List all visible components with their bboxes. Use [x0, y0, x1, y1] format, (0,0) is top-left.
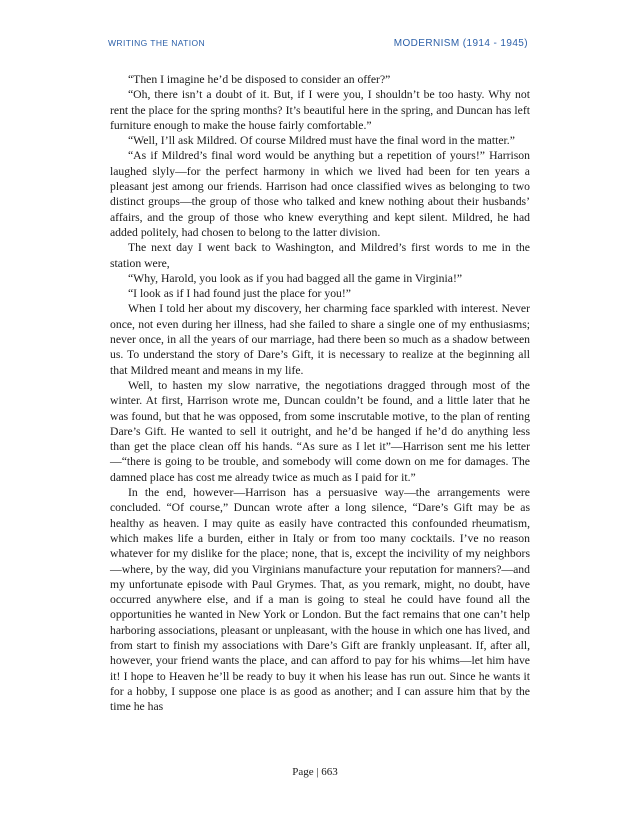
paragraph: “Oh, there isn’t a doubt of it. But, if I were you, I shouldn’t be too hasty. Why not rent the place for the spring months? It’s beautiful here in the spring, and Duncan has left furniture enough to make the house fairly comfortable.”	[110, 88, 530, 132]
paragraph: “Then I imagine he’d be disposed to consider an offer?”	[128, 73, 391, 86]
paragraph: In the end, however—Harrison has a persuasive way—the arrangements were concluded. “Of course,” Duncan wrote after a long silence, “Dare’s Gift may be as healthy as heaven. I may quite as easily have contracted this confounded rheumatism, which makes life a burden, either in Italy or from too many cocktails. I’ve no reason whatever for my dislike for the place; none, that is, except the incivility of my neighbors—where, by the way, did you Virginians manufacture your reputation for manners?—and my unfortunate episode with Paul Grymes. That, as you remark, might, no doubt, have occurred anywhere else, and if a man is going to steal he could have found all the opportunities he wanted in New York or London. But the fact remains that one can’t help harboring associations, pleasant or unpleasant, with the house in which one has lived, and from start to finish my associations with Dare’s Gift are frankly unpleasant. If, after all, however, your friend wants the place, and can afford to pay for his whims—let him have it! I hope to Heaven he’ll be ready to buy it when his lease has run out. Since he wants it for a hobby, I suppose one place is as good as another; and I can assure him that by the time he has	[110, 486, 530, 714]
page-number: Page | 663	[292, 766, 338, 778]
paragraph: “As if Mildred’s final word would be anything but a repetition of yours!” Harrison laughed slyly—for the perfect harmony in which we lived had been for ten years a pleasant jest among our friends. Harrison had once classified wives as belonging to two distinct groups—the group of those who talked and knew nothing about their husbands’ affairs, and the group of those who knew everything and kept silent. Mildred, he had added politely, had chosen to belong to the latter division.	[110, 149, 530, 239]
running-header	[108, 38, 528, 52]
paragraph: “Well, I’ll ask Mildred. Of course Mildred must have the final word in the matter.”	[128, 134, 515, 148]
header-section-title: WRITING THE NATION	[108, 38, 206, 48]
body-text	[110, 72, 530, 714]
paragraph: The next day I went back to Washington, and Mildred’s first words to me in the station were,	[110, 241, 530, 270]
paragraph: “Why, Harold, you look as if you had bagged all the game in Virginia!”	[128, 271, 463, 285]
paragraph: Well, to hasten my slow narrative, the negotiations dragged through most of the winter. At first, Harrison wrote me, Duncan couldn’t be found, and a little later that he was found, but that he was opposed, from some inscrutable motive, to the plan of renting Dare’s Gift. He wanted to sell it outright, and he’d be hanged if he’d do anything less than get the place clean off his hands. “As sure as I let it”—Harrison sent me his letter—“there is going to be trouble, and somebody will come down on me for damages. The damned place has cost me already twice as much as I paid for it.”	[110, 378, 530, 484]
paragraph: “I look as if I had found just the place for you!”	[128, 287, 351, 301]
header-period-title: MODERNISM (1914 - 1945)	[393, 38, 528, 49]
paragraph: When I told her about my discovery, her charming face sparkled with interest. Never once, not even during her illness, had she failed to share a single one of my enthusiasms; never once, in all the years of our marriage, had there been so much as a shadow between us. To understand the story of Dare’s Gift, it is necessary to realize at the beginning all that Mildred meant and means in my life.	[110, 302, 530, 377]
